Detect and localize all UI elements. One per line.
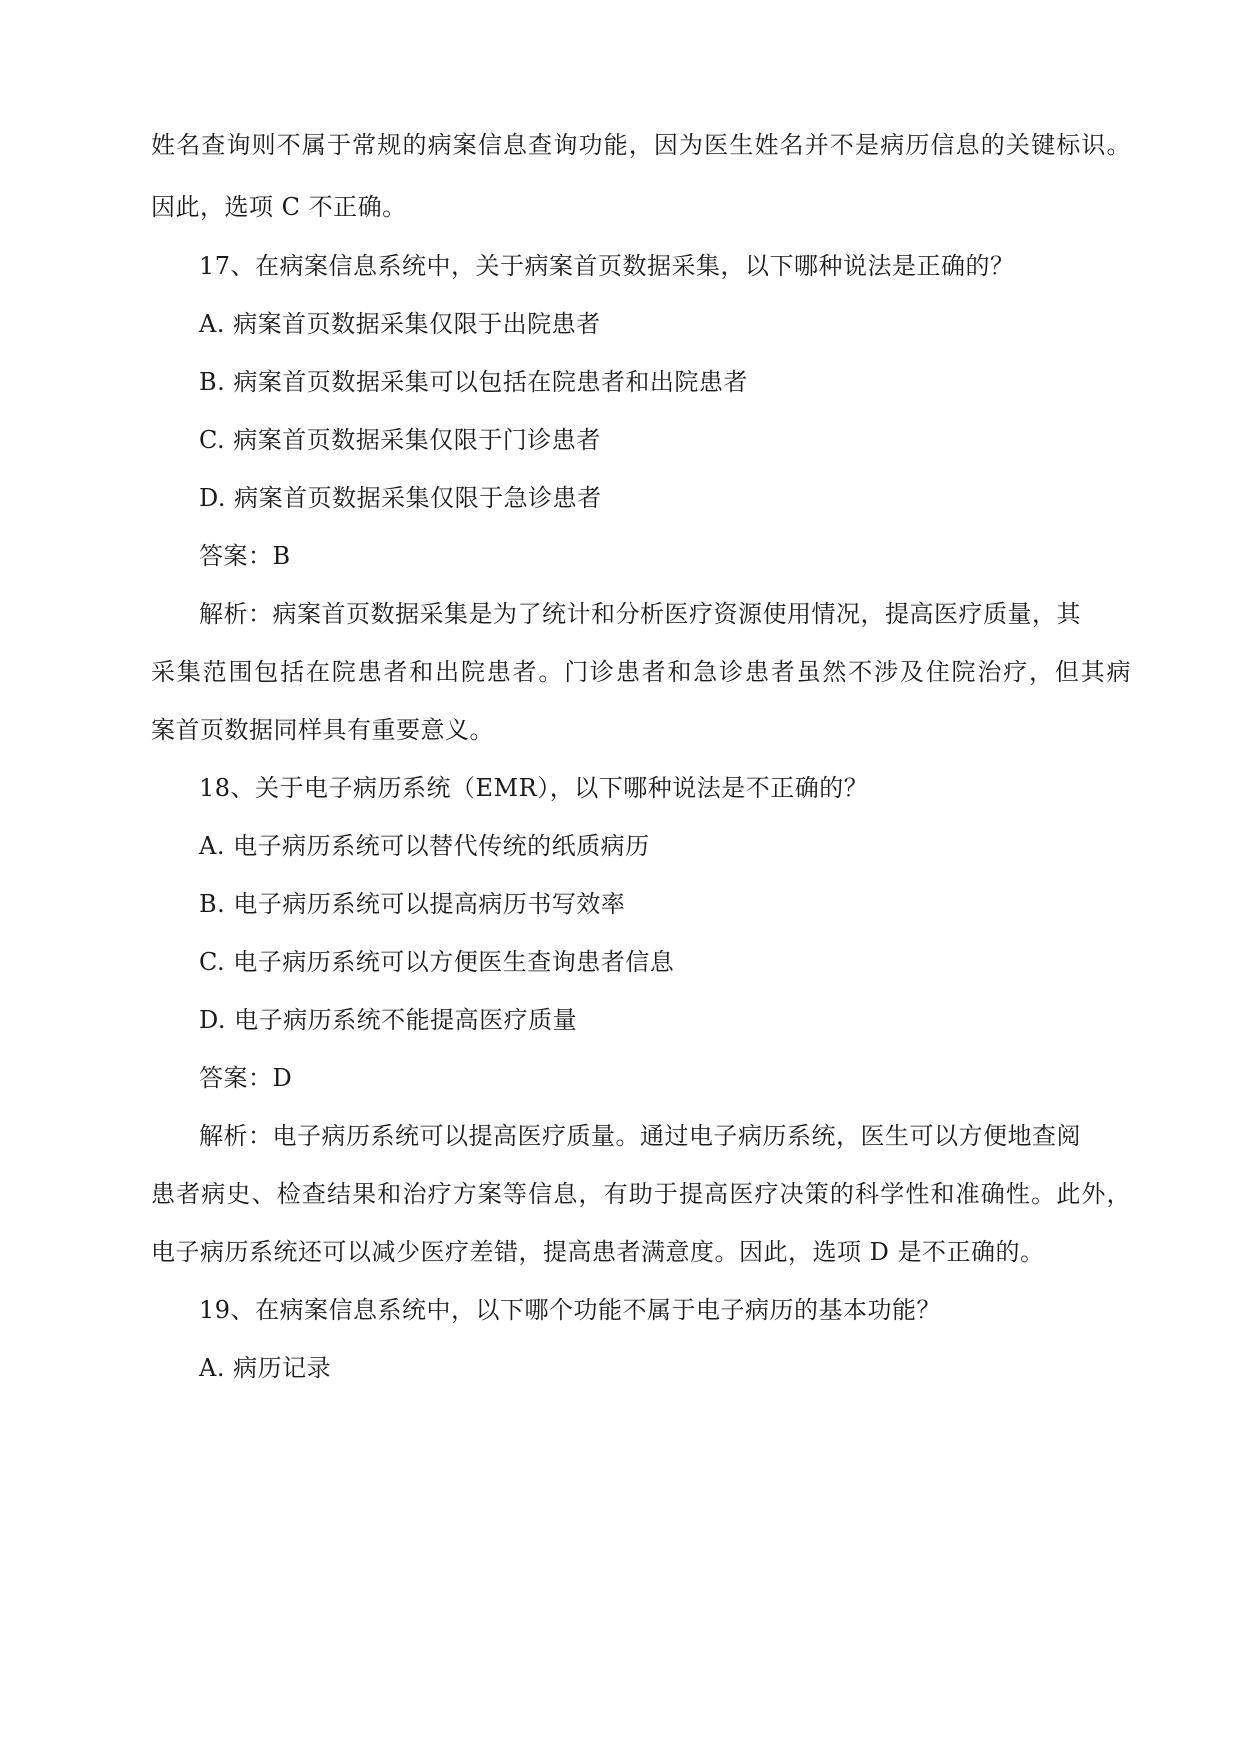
question-19-option-a: A. 病历记录 — [199, 1354, 332, 1382]
question-17-option-c: C. 病案首页数据采集仅限于门诊患者 — [199, 426, 601, 454]
question-17-option-d: D. 病案首页数据采集仅限于急诊患者 — [199, 484, 602, 512]
question-17-title: 17、在病案信息系统中，关于病案首页数据采集，以下哪种说法是正确的？ — [199, 252, 1015, 280]
question-17-option-a: A. 病案首页数据采集仅限于出院患者 — [199, 310, 601, 338]
question-17-answer: 答案：B — [199, 542, 291, 570]
question-17-explanation-line-2: 采集范围包括在院患者和出院患者。门诊患者和急诊患者虽然不涉及住院治疗，但其病 — [151, 658, 1131, 686]
question-18-title: 18、关于电子病历系统（EMR），以下哪种说法是不正确的？ — [199, 774, 869, 802]
question-18-answer: 答案：D — [199, 1064, 293, 1092]
question-17-option-b: B. 病案首页数据采集可以包括在院患者和出院患者 — [199, 368, 748, 396]
question-17-explanation-line-1: 解析：病案首页数据采集是为了统计和分析医疗资源使用情况，提高医疗质量，其 — [199, 600, 1081, 628]
question-19-title: 19、在病案信息系统中，以下哪个功能不属于电子病历的基本功能？ — [199, 1296, 942, 1324]
question-18-explanation-line-3: 电子病历系统还可以减少医疗差错，提高患者满意度。因此，选项 D 是不正确的。 — [151, 1238, 1045, 1266]
question-18-explanation-line-2: 患者病史、检查结果和治疗方案等信息，有助于提高医疗决策的科学性和准确性。此外， — [151, 1180, 1131, 1208]
question-18-option-d: D. 电子病历系统不能提高医疗质量 — [199, 1006, 578, 1034]
question-17-explanation-line-3: 案首页数据同样具有重要意义。 — [151, 716, 494, 744]
question-18-option-b: B. 电子病历系统可以提高病历书写效率 — [199, 890, 626, 918]
paragraph-continuation-line-1: 姓名查询则不属于常规的病案信息查询功能，因为医生姓名并不是病历信息的关键标识。 — [151, 131, 1131, 159]
question-18-option-c: C. 电子病历系统可以方便医生查询患者信息 — [199, 948, 675, 976]
paragraph-continuation-line-2: 因此，选项 C 不正确。 — [151, 193, 407, 221]
question-18-explanation-line-1: 解析：电子病历系统可以提高医疗质量。通过电子病历系统，医生可以方便地查阅 — [199, 1122, 1081, 1150]
question-18-option-a: A. 电子病历系统可以替代传统的纸质病历 — [199, 832, 650, 860]
